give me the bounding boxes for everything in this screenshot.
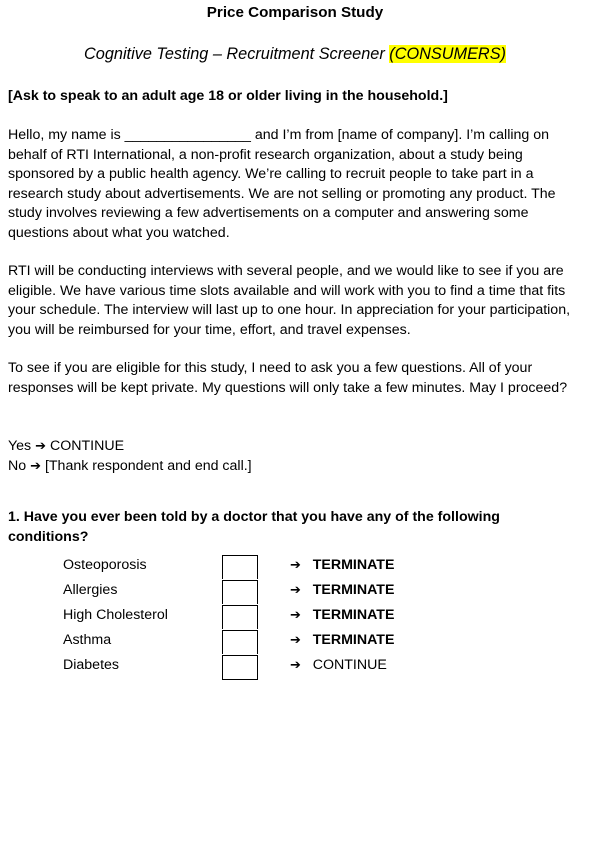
interviewer-instruction: [Ask to speak to an adult age 18 or older living in the household.] [8,88,448,104]
condition-action [290,631,394,651]
document-subtitle [8,43,582,65]
option-action: CONTINUE [49,438,125,454]
privacy-paragraph: To see if you are eligible for this study, I need to ask you a few questions. All of your responses will be kept private. My questions will only take a few minutes. May I proceed? [8,360,568,396]
right-arrow-icon: ➔ [290,583,301,598]
proceed-options [8,437,582,476]
action-text: TERMINATE [312,582,395,598]
condition-row [8,605,582,630]
subtitle-main: Cognitive Testing – Recruitment Screener [84,45,390,63]
option-label: No [8,457,27,474]
proceed-option-yes [8,437,582,457]
right-arrow-icon: ➔ [35,439,47,454]
condition-label: Osteoporosis [63,557,147,573]
condition-checkbox[interactable] [222,605,258,629]
right-arrow-icon: ➔ [30,458,41,474]
right-arrow-icon: ➔ [290,558,301,573]
condition-checkbox[interactable] [222,630,258,654]
condition-action [290,606,394,626]
right-arrow-icon: ➔ [290,633,301,648]
question-1: 1. Have you ever been told by a doctor that you have any of the following conditions? [8,509,500,545]
action-text: TERMINATE [312,632,395,648]
intro-paragraph: Hello, my name is ________________ and I’m from [name of company]. I’m calling on behalf of RTI International, a non-profit research organization, about a study being sponsored by a public health agency. We’re calling to recruit people to take part in a research study about advertisements. We are not selling or promoting any product. The study involves reviewing a few advertisements on a computer and answering some questions about what you watched. [8,127,556,241]
option-label: Yes [8,438,32,454]
condition-label: High Cholesterol [63,607,168,623]
condition-label: Allergies [63,582,118,598]
condition-row [8,630,582,655]
proceed-option-no [8,457,582,477]
eligibility-paragraph: RTI will be conducting interviews with several people, and we would like to see if you are eligible. We have various time slots available and will work with you to find a time that fits your schedule. The interview will last up to one hour. In appreciation for your participation, you will be reimbursed for your time, effort, and travel expenses. [8,263,571,338]
right-arrow-icon: ➔ [290,608,301,623]
action-text: TERMINATE [312,557,395,573]
document-title: Price Comparison Study [206,4,384,21]
condition-checkbox[interactable] [222,655,258,680]
action-text: CONTINUE [312,657,387,673]
condition-row [8,655,582,680]
right-arrow-icon: ➔ [290,658,301,673]
condition-action [290,656,387,676]
action-text: TERMINATE [312,607,395,623]
subtitle-highlight: (CONSUMERS) [389,45,506,63]
condition-label: Diabetes [63,657,119,673]
option-action: [Thank respondent and end call.] [44,457,252,474]
condition-label: Asthma [63,632,112,648]
condition-checkbox[interactable] [222,580,258,604]
condition-row [8,580,582,605]
condition-checkbox[interactable] [222,555,258,579]
condition-action [290,581,394,601]
condition-action [290,556,394,576]
condition-row [8,555,582,580]
